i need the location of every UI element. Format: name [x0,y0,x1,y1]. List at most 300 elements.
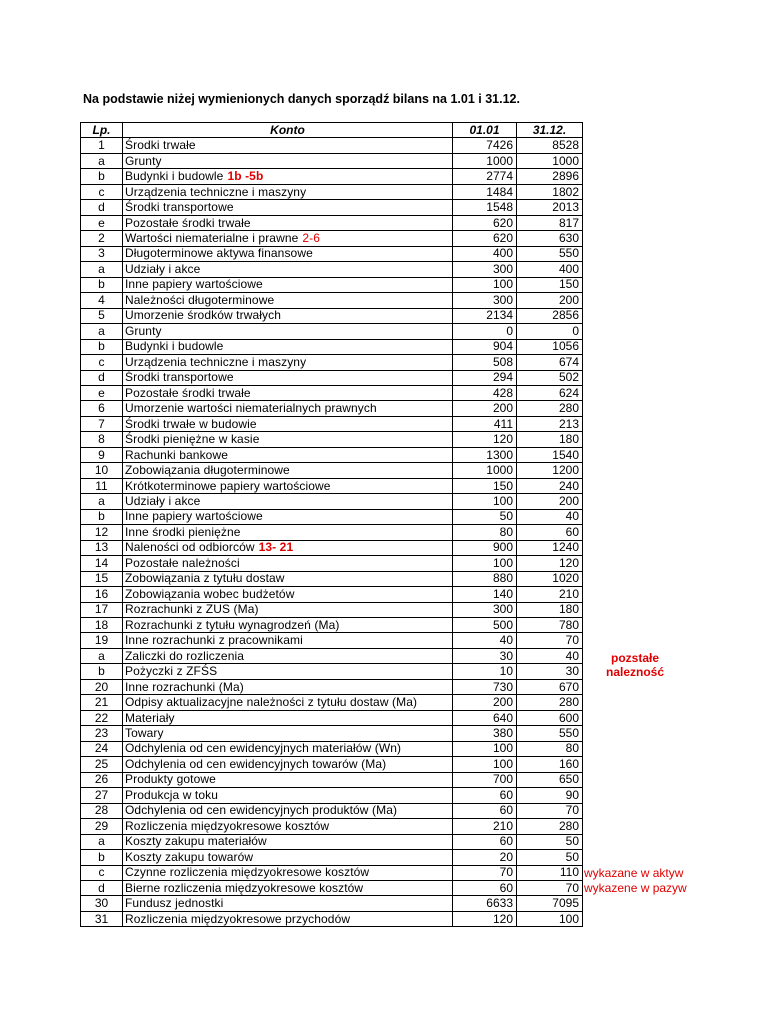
cell-value-3112 [517,308,583,323]
cell-value-3112-text: 40 [565,648,579,663]
table-row [81,556,583,571]
cell-konto [123,215,453,230]
cell-value-3112-text: 817 [558,215,579,230]
cell-value-0101-text: 100 [492,756,513,771]
table-row [81,339,583,354]
cell-konto [123,710,453,725]
cell-lp [81,246,123,261]
cell-value-0101 [453,339,517,354]
cell-value-3112-text: 160 [558,756,579,771]
cell-konto [123,618,453,633]
cell-konto [123,370,453,385]
cell-konto [123,834,453,849]
cell-konto-text: Należności długoterminowe [125,292,275,307]
cell-lp-text: 14 [94,555,109,570]
cell-konto-text: Czynne rozliczenia międzyokresowe kosztów [125,865,370,880]
cell-value-3112 [517,246,583,261]
cell-value-3112-text: 240 [558,478,579,493]
table-row [81,308,583,323]
cell-konto [123,664,453,679]
cell-value-3112-text: 213 [558,416,579,431]
cell-value-0101 [453,834,517,849]
cell-konto-text: Budynki i budowle [125,339,224,354]
cell-lp [81,540,123,555]
table-row [81,324,583,339]
cell-lp-text: e [98,215,105,230]
cell-value-3112-text: 50 [565,834,579,849]
cell-value-0101-text: 1000 [486,153,513,168]
side-note-pozostale-naleznosci [590,651,680,679]
cell-konto-text: Udziały i akce [125,261,201,276]
cell-value-0101-text: 7426 [486,138,513,153]
cell-value-0101 [453,153,517,168]
cell-konto [123,788,453,803]
cell-value-3112 [517,138,583,153]
table-row [81,401,583,416]
cell-value-3112-text: 550 [558,246,579,261]
cell-value-0101 [453,184,517,199]
cell-value-3112-text: 1802 [552,184,579,199]
cell-value-0101-text: 508 [492,354,513,369]
cell-value-3112-text: 1200 [552,463,579,478]
cell-value-0101-text: 500 [492,617,513,632]
cell-konto [123,246,453,261]
cell-lp [81,200,123,215]
cell-lp-text: 5 [98,308,105,323]
table-row [81,525,583,540]
cell-value-3112-text: 2013 [552,200,579,215]
cell-value-3112-text: 70 [565,880,579,895]
table-row [81,772,583,787]
cell-lp-text: 19 [94,633,109,648]
cell-lp [81,834,123,849]
cell-konto [123,200,453,215]
cell-value-0101 [453,880,517,895]
cell-konto [123,447,453,462]
cell-value-0101-text: 1548 [486,200,513,215]
cell-value-0101-text: 6633 [486,896,513,911]
table-row [81,277,583,292]
table-row [81,911,583,926]
cell-value-3112-text: 150 [558,277,579,292]
cell-value-3112 [517,277,583,292]
table-row [81,741,583,756]
cell-lp-text: 16 [94,586,109,601]
cell-lp-text: 24 [94,741,109,756]
table-row [81,184,583,199]
cell-value-0101 [453,819,517,834]
table-row [81,850,583,865]
cell-value-0101-text: 100 [492,555,513,570]
cell-value-0101-text: 100 [492,741,513,756]
cell-value-3112 [517,850,583,865]
cell-lp-text: c [98,865,105,880]
cell-value-0101-text: 640 [492,710,513,725]
cell-value-0101 [453,525,517,540]
table-row [81,757,583,772]
table-row [81,726,583,741]
cell-value-0101 [453,215,517,230]
cell-lp-text: 20 [94,679,109,694]
cell-value-3112 [517,633,583,648]
cell-value-3112-text: 280 [558,695,579,710]
cell-value-0101-text: 150 [492,478,513,493]
cell-value-0101 [453,865,517,880]
cell-konto-text: Zobowiązania z tytułu dostaw [125,571,285,586]
cell-value-3112 [517,339,583,354]
cell-konto-text: Odpisy aktualizacyjne należności z tytułu dostaw (Ma) [125,695,418,710]
cell-konto-text: Rachunki bankowe [125,447,228,462]
cell-value-3112 [517,556,583,571]
cell-value-3112 [517,432,583,447]
cell-konto-text: Umorzenie wartości niematerialnych prawnych [125,401,377,416]
cell-lp [81,788,123,803]
cell-value-3112-text: 50 [565,849,579,864]
cell-value-0101-text: 140 [492,586,513,601]
cell-konto [123,602,453,617]
table-row [81,509,583,524]
table-row [81,587,583,602]
cell-value-0101-text: 880 [492,571,513,586]
cell-lp-text: 22 [94,710,109,725]
cell-lp [81,293,123,308]
cell-value-3112-text: 7095 [552,896,579,911]
cell-value-3112 [517,200,583,215]
cell-value-0101-text: 300 [492,261,513,276]
cell-value-3112-text: 1000 [552,153,579,168]
cell-lp-text: c [98,354,105,369]
cell-value-0101 [453,695,517,710]
cell-value-0101 [453,138,517,153]
cell-value-0101-text: 200 [492,401,513,416]
cell-lp-text: 3 [98,246,105,261]
cell-value-0101 [453,277,517,292]
cell-value-3112 [517,324,583,339]
table-row [81,200,583,215]
cell-value-0101 [453,416,517,431]
cell-lp-text: 27 [94,787,109,802]
cell-lp-text: 7 [98,416,105,431]
cell-konto [123,757,453,772]
cell-value-3112-text: 1240 [552,540,579,555]
cell-lp [81,618,123,633]
cell-lp [81,819,123,834]
cell-value-3112 [517,880,583,895]
cell-lp-text: a [98,153,105,168]
cell-value-3112 [517,385,583,400]
cell-value-3112 [517,602,583,617]
cell-value-3112-text: 180 [558,602,579,617]
cell-value-3112 [517,834,583,849]
cell-lp [81,432,123,447]
cell-konto-text: Materiały [125,710,175,725]
table-row [81,215,583,230]
cell-konto [123,633,453,648]
cell-value-0101 [453,385,517,400]
cell-value-0101-text: 20 [499,849,513,864]
cell-value-3112 [517,355,583,370]
cell-value-0101-text: 100 [492,277,513,292]
cell-lp-text: 30 [94,896,109,911]
cell-lp [81,401,123,416]
cell-lp [81,710,123,725]
cell-value-0101 [453,463,517,478]
table-row [81,602,583,617]
cell-value-3112-text: 1056 [552,339,579,354]
cell-lp [81,602,123,617]
cell-value-3112-text: 280 [558,818,579,833]
cell-lp [81,772,123,787]
cell-lp [81,757,123,772]
range-note: 1b -5b [227,169,264,184]
cell-value-0101-text: 210 [492,818,513,833]
cell-konto [123,911,453,926]
cell-value-0101 [453,803,517,818]
cell-konto [123,819,453,834]
cell-value-0101-text: 300 [492,602,513,617]
cell-value-3112 [517,540,583,555]
cell-value-3112-text: 80 [565,741,579,756]
cell-lp [81,355,123,370]
cell-konto-text: Rozliczenia międzyokresowe przychodów [125,911,351,926]
table-row [81,231,583,246]
cell-konto [123,432,453,447]
cell-value-0101 [453,540,517,555]
cell-konto-text: Pozostałe środki trwałe [125,215,251,230]
table-row [81,447,583,462]
cell-konto [123,865,453,880]
table-row [81,153,583,168]
cell-value-0101-text: 200 [492,695,513,710]
cell-value-0101-text: 411 [493,416,513,431]
cell-konto [123,184,453,199]
cell-lp [81,556,123,571]
cell-konto [123,169,453,184]
cell-konto [123,571,453,586]
cell-lp-text: 13 [94,540,109,555]
cell-value-3112-text: 1540 [552,447,579,462]
cell-lp-text: 11 [95,478,108,493]
cell-konto [123,648,453,663]
cell-value-0101-text: 1300 [486,447,513,462]
cell-konto-text: Środki trwałe [125,138,196,153]
cell-konto [123,850,453,865]
cell-lp-text: b [98,339,105,354]
cell-lp [81,339,123,354]
cell-konto [123,324,453,339]
table-row [81,355,583,370]
table-row [81,571,583,586]
table-row [81,385,583,400]
cell-lp-text: 2 [98,231,105,246]
cell-value-3112 [517,447,583,462]
cell-lp-text: a [98,323,105,338]
cell-konto-text: Koszty zakupu materiałów [125,834,267,849]
cell-lp [81,215,123,230]
cell-konto-text: Rozrachunki z ZUS (Ma) [125,602,259,617]
cell-konto [123,277,453,292]
cell-value-3112-text: 550 [558,726,579,741]
table-row [81,494,583,509]
cell-value-0101-text: 294 [492,370,513,385]
cell-lp-text: b [98,277,105,292]
cell-konto [123,695,453,710]
cell-value-3112-text: 110 [559,865,579,880]
cell-lp-text: d [98,370,105,385]
cell-value-0101 [453,772,517,787]
cell-konto [123,525,453,540]
range-note: 13- 21 [258,540,294,555]
table-row [81,618,583,633]
cell-value-3112-text: 600 [558,710,579,725]
cell-konto [123,880,453,895]
cell-value-3112-text: 30 [565,664,579,679]
cell-value-0101-text: 40 [499,633,513,648]
cell-lp [81,664,123,679]
cell-value-0101 [453,602,517,617]
cell-value-3112 [517,215,583,230]
cell-value-0101-text: 620 [492,215,513,230]
cell-value-3112 [517,401,583,416]
cell-value-3112-text: 400 [558,261,579,276]
cell-value-0101 [453,618,517,633]
cell-lp-text: 29 [94,818,109,833]
cell-value-0101 [453,447,517,462]
cell-value-0101 [453,355,517,370]
cell-lp-text: 17 [94,602,109,617]
cell-konto [123,385,453,400]
cell-value-0101 [453,710,517,725]
cell-lp-text: b [98,664,105,679]
cell-konto [123,153,453,168]
cell-value-3112-text: 120 [558,555,579,570]
cell-konto-text: Odchylenia od cen ewidencyjnych towarów (Ma) [125,756,387,771]
cell-value-3112 [517,710,583,725]
cell-value-3112-text: 100 [558,911,579,926]
cell-value-3112-text: 210 [558,586,579,601]
cell-value-0101 [453,679,517,694]
cell-value-3112 [517,911,583,926]
page-title: Na podstawie niżej wymienionych danych sporządź bilans na 1.01 i 31.12. [83,92,520,106]
cell-lp [81,447,123,462]
cell-konto [123,494,453,509]
cell-lp-text: b [98,509,105,524]
cell-value-0101-text: 60 [499,803,513,818]
cell-lp [81,184,123,199]
cell-value-0101 [453,757,517,772]
cell-lp-text: 8 [98,432,105,447]
cell-konto-text: Bierne rozliczenia międzyokresowe kosztów [125,880,364,895]
cell-konto-text: Inne papiery wartościowe [125,509,263,524]
cell-konto [123,556,453,571]
cell-value-3112 [517,803,583,818]
cell-value-0101 [453,200,517,215]
range-note: 2-6 [302,231,321,246]
cell-konto-text: Produkty gotowe [125,772,216,787]
cell-konto-text: Urządzenia techniczne i maszyny [125,354,307,369]
note-wykazane-aktyw: wykazane w aktyw [584,866,684,880]
cell-value-3112-text: 630 [558,231,579,246]
cell-lp-text: b [98,169,105,184]
cell-lp [81,324,123,339]
cell-value-0101-text: 0 [506,323,513,338]
cell-value-3112-text: 650 [558,772,579,787]
cell-lp [81,138,123,153]
table-row [81,819,583,834]
cell-value-0101 [453,370,517,385]
cell-value-3112 [517,618,583,633]
cell-value-3112-text: 90 [565,787,579,802]
cell-value-0101-text: 300 [492,292,513,307]
cell-value-0101-text: 60 [499,787,513,802]
cell-konto-text: Urządzenia techniczne i maszyny [125,184,307,199]
cell-konto-text: Pożyczki z ZFŚS [125,664,218,679]
cell-lp-text: 23 [94,726,109,741]
cell-lp [81,509,123,524]
cell-value-0101-text: 60 [499,880,513,895]
table-row [81,169,583,184]
cell-lp [81,865,123,880]
cell-value-3112 [517,896,583,911]
table-row [81,262,583,277]
cell-konto-text: Umorzenie środków trwałych [125,308,281,323]
cell-lp-text: 28 [94,803,109,818]
cell-konto-text: Zaliczki do rozliczenia [125,648,245,663]
cell-value-0101 [453,648,517,663]
cell-konto-text: Zobowiązania długoterminowe [125,463,290,478]
cell-value-0101-text: 428 [492,385,513,400]
cell-value-0101-text: 400 [492,246,513,261]
cell-lp-text: b [98,849,105,864]
cell-lp-text: d [98,200,105,215]
cell-value-0101-text: 100 [492,493,513,508]
header-lp: Lp. [81,123,123,138]
cell-value-0101 [453,571,517,586]
cell-value-3112 [517,788,583,803]
cell-konto-text: Naleności od odbiorców [125,540,255,555]
cell-value-3112-text: 0 [572,323,579,338]
cell-lp [81,478,123,493]
cell-value-0101 [453,308,517,323]
cell-konto [123,509,453,524]
cell-konto [123,741,453,756]
cell-lp-text: a [98,261,105,276]
cell-konto [123,896,453,911]
cell-konto-text: Pozostałe należności [125,555,240,570]
cell-lp-text: 1 [98,138,105,153]
cell-lp-text: a [98,648,105,663]
cell-value-0101 [453,494,517,509]
cell-value-0101 [453,788,517,803]
cell-value-0101-text: 1484 [486,184,513,199]
cell-konto [123,803,453,818]
cell-konto [123,540,453,555]
cell-lp [81,370,123,385]
cell-value-3112 [517,695,583,710]
cell-value-0101-text: 380 [492,726,513,741]
table-row [81,138,583,153]
side-note-line-2: nalezność [605,665,665,679]
cell-value-3112 [517,262,583,277]
cell-lp [81,153,123,168]
cell-value-0101 [453,850,517,865]
cell-value-3112 [517,231,583,246]
cell-value-3112-text: 674 [558,354,579,369]
cell-lp-text: 4 [98,292,105,307]
cell-value-3112-text: 70 [565,803,579,818]
cell-lp [81,494,123,509]
cell-konto-text: Krótkoterminowe papiery wartościowe [125,478,331,493]
